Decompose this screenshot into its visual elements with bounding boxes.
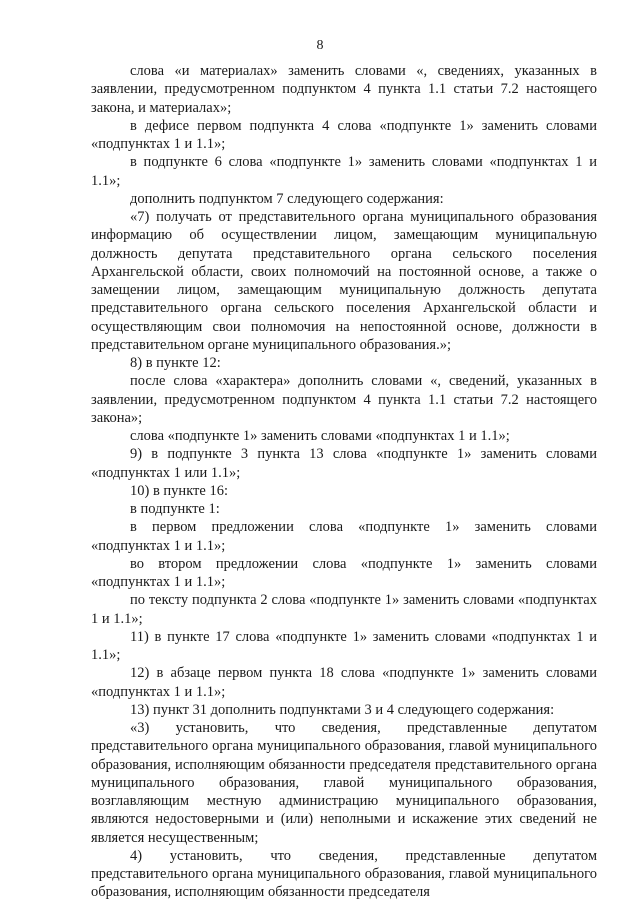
- page-number: 8: [316, 38, 324, 53]
- paragraph: 9) в подпункте 3 пункта 13 слова «подпункте 1» заменить словами «подпунктах 1 или 1.1»;: [91, 446, 597, 481]
- paragraph: 13) пункт 31 дополнить подпунктами 3 и 4 следующего содержания:: [130, 701, 555, 718]
- paragraph: слова «и материалах» заменить словами «, сведениях, указанных в заявлении, предусмотренном подпунктом 4 пункта 1.1 статьи 7.2 настоящего закона, и материалах»;: [91, 63, 597, 116]
- paragraph: по тексту подпункта 2 слова «подпункте 1» заменить словами «подпунктах 1 и 1.1»;: [91, 592, 597, 627]
- paragraph: в дефисе первом подпункта 4 слова «подпункте 1» заменить словами «подпунктах 1 и 1.1»;: [91, 117, 597, 152]
- paragraph: дополнить подпунктом 7 следующего содержания:: [130, 190, 444, 207]
- paragraph: 12) в абзаце первом пункта 18 слова «подпункте 1» заменить словами «подпунктах 1 и 1.1»;: [91, 665, 597, 700]
- paragraph: во втором предложении слова «подпункте 1» заменить словами «подпунктах 1 и 1.1»;: [91, 555, 597, 590]
- paragraph: 4) установить, что сведения, представленные депутатом представительного органа муниципального образования, главой муниципального образования, исполняющим обязанности председателя: [91, 847, 597, 901]
- paragraph: в подпункте 6 слова «подпункте 1» заменить словами «подпунктах 1 и 1.1»;: [91, 154, 597, 189]
- paragraph: 11) в пункте 17 слова «подпункте 1» заменить словами «подпунктах 1 и 1.1»;: [91, 628, 597, 663]
- paragraph: 8) в пункте 12:: [130, 355, 221, 371]
- paragraph: «3) установить, что сведения, представленные депутатом представительного органа муниципального образования, главой муниципального образования, исполняющим обязанности председателя представительного органа муниципального образования, главой муниципального образования, возглавляющим местную администрацию муниципального образования, являются недостоверными и (или) неполными и искажение этих сведений не является несущественным;: [91, 720, 597, 846]
- paragraph: слова «подпункте 1» заменить словами «подпунктах 1 и 1.1»;: [130, 428, 510, 444]
- paragraph: в подпункте 1:: [130, 501, 220, 517]
- document-body: [91, 62, 597, 902]
- paragraph: в первом предложении слова «подпункте 1» заменить словами «подпунктах 1 и 1.1»;: [91, 519, 597, 554]
- paragraph: 10) в пункте 16:: [130, 482, 228, 499]
- paragraph: «7) получать от представительного органа муниципального образования информацию об осуществлении лицом, замещающим муниципальную должность депутата представительного органа сельского поселения Архангельской области, своих полномочий на постоянной основе, а также о замещении лицом, замещающим муниципальную должность депутата представительного органа сельского поселения Архангельской области и осуществляющим свои полномочия на непостоянной основе, должности в представительном органе муниципального образования.»;: [91, 209, 597, 353]
- paragraph: после слова «характера» дополнить словами «, сведений, указанных в заявлении, предусмотренном подпунктом 4 пункта 1.1 статьи 7.2 настоящего закона»;: [91, 373, 597, 426]
